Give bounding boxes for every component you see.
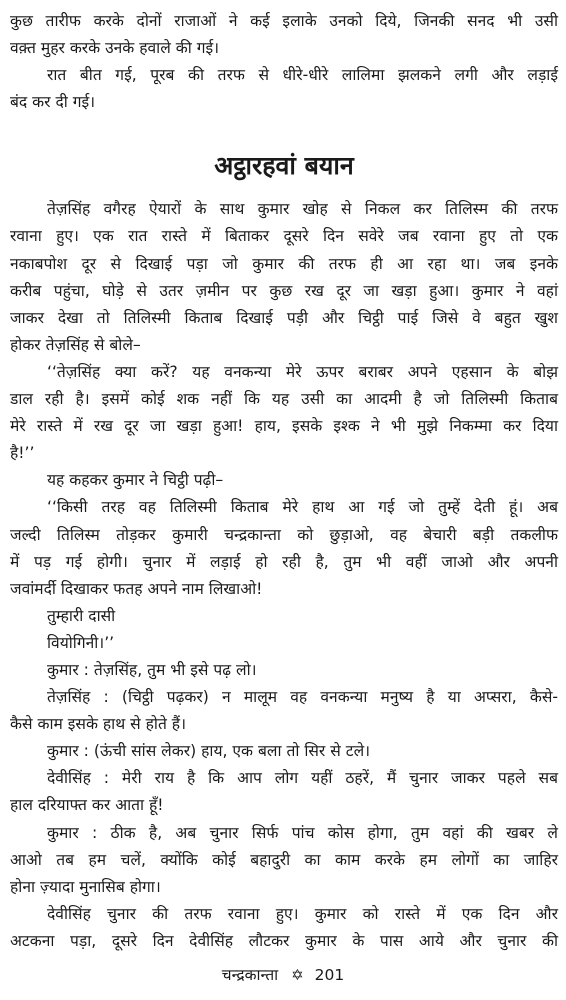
text-line: नकाबपोश दूर से दिखाई पड़ा जो कुमार की तरफ ही आ रहा था। जब इनके: [10, 254, 558, 273]
text-line: तेज़सिंह : (चिट्ठी पढ़कर) न मालूम वह वनकन्या मनुष्य है या अप्सरा, कैसे-: [47, 688, 558, 707]
text-line: तेज़सिंह वगैरह ऐयारों के साथ कुमार खोह से निकल कर तिलिस्म की तरफ: [47, 200, 558, 219]
text-line: होकर तेज़सिंह से बोले–: [10, 335, 141, 354]
text-line: जवांमर्दी दिखाकर फतह अपने नाम लिखाओ!: [10, 579, 263, 598]
text-line: देवीसिंह चुनार की तरफ रवाना हुए। कुमार को रास्ते में एक दिन और: [47, 904, 558, 923]
chapter-body: [10, 196, 558, 955]
text-line: वियोगिनी।’’: [47, 633, 115, 652]
text-line: हाल दरियाफ्त कर आता हूँ!: [10, 796, 164, 815]
chapter-title: अट्ठारहवां बयान: [214, 151, 354, 181]
text-line: आओ तब हम चलें, क्योंकि कोई बहादुरी का काम करके हम लोगों का जाहिर: [10, 850, 558, 869]
text-line: रात बीत गई, पूरब की तरफ से धीरे-धीरे लालिमा झलकने लगी और लड़ाई: [47, 66, 558, 85]
text-line: यह कहकर कुमार ने चिट्ठी पढ़ी–: [47, 471, 224, 490]
text-line: कुमार : ठीक है, अब चुनार सिर्फ पांच कोस होगा, तुम वहां की खबर ले: [47, 823, 558, 842]
text-line: कुछ तारीफ करके दोनों राजाओं ने कई इलाके उनको दिये, जिनकी सनद भी उसी: [10, 12, 558, 30]
text-line: कुमार : तेज़सिंह, तुम भी इसे पढ़ लो।: [47, 660, 257, 679]
text-line: देवीसिंह : मेरी राय है कि आप लोग यहीं ठहरें, मैं चुनार जाकर पहले सब: [47, 769, 558, 788]
text-line: बंद कर दी गई।: [10, 93, 96, 112]
page-number: 201: [314, 966, 345, 984]
footer-book-title: चन्द्रकान्ता: [221, 966, 279, 984]
text-line: में पड़ गई होगी। चुनार में लड़ाई हो रही है, तुम भी वहीं जाओ और अपनी: [10, 552, 558, 571]
text-line: ‘‘किसी तरह वह तिलिस्मी किताब मेरे हाथ आ गई जो तुम्हें देती हूं। अब: [47, 498, 558, 517]
star-of-david-icon: ✡: [291, 966, 304, 984]
text-line: वक़्त मुहर करके उनके हवाले की गई।: [10, 39, 220, 58]
text-line: करीब पहुंचा, घोड़े से उतर ज़मीन पर कुछ रख दूर जा खड़ा हुआ। कुमार ने वहां: [10, 281, 558, 300]
text-line: रवाना हुए। एक रात रास्ते में बिताकर दूसरे दिन सवेरे जब रवाना हुए तो एक: [10, 227, 558, 246]
text-line: अटकना पड़ा, दूसरे दिन देवीसिंह लौटकर कुमार के पास आये और चुनार की: [10, 931, 558, 950]
text-line: जाकर देखा तो तिलिस्मी किताब दिखाई पड़ी और चिट्ठी पाई जिसे वे बहुत खुश: [10, 308, 558, 327]
text-line: है!’’: [10, 444, 35, 463]
page-footer: [0, 964, 566, 986]
top-paragraphs: [10, 8, 558, 116]
text-line: ‘‘तेज़सिंह क्या करें? यह वनकन्या मेरे ऊपर बराबर अपने एहसान के बोझ: [47, 362, 558, 381]
text-line: होना ज़्यादा मुनासिब होगा।: [10, 877, 161, 896]
text-line: तुम्हारी दासी: [47, 606, 116, 625]
page-content: [10, 8, 558, 955]
text-line: डाल रही है। इसमें कोई शक नहीं कि यह उसी का आदमी है जो तिलिस्मी किताब: [10, 390, 558, 409]
text-line: जल्दी तिलिस्म तोड़कर कुमारी चन्द्रकान्ता को छुड़ाओ, वह बेचारी बड़ी तकलीफ: [10, 525, 558, 544]
text-line: कैसे काम इसके हाथ से होते हैं।: [10, 715, 186, 734]
text-line: मेरे रास्ते में रख दूर जा खड़ा हुआ! हाय, इसके इश्क ने भी मुझे निकम्मा कर दिया: [10, 417, 558, 436]
text-line: कुमार : (ऊंची सांस लेकर) हाय, एक बला तो सिर से टले।: [47, 742, 371, 761]
